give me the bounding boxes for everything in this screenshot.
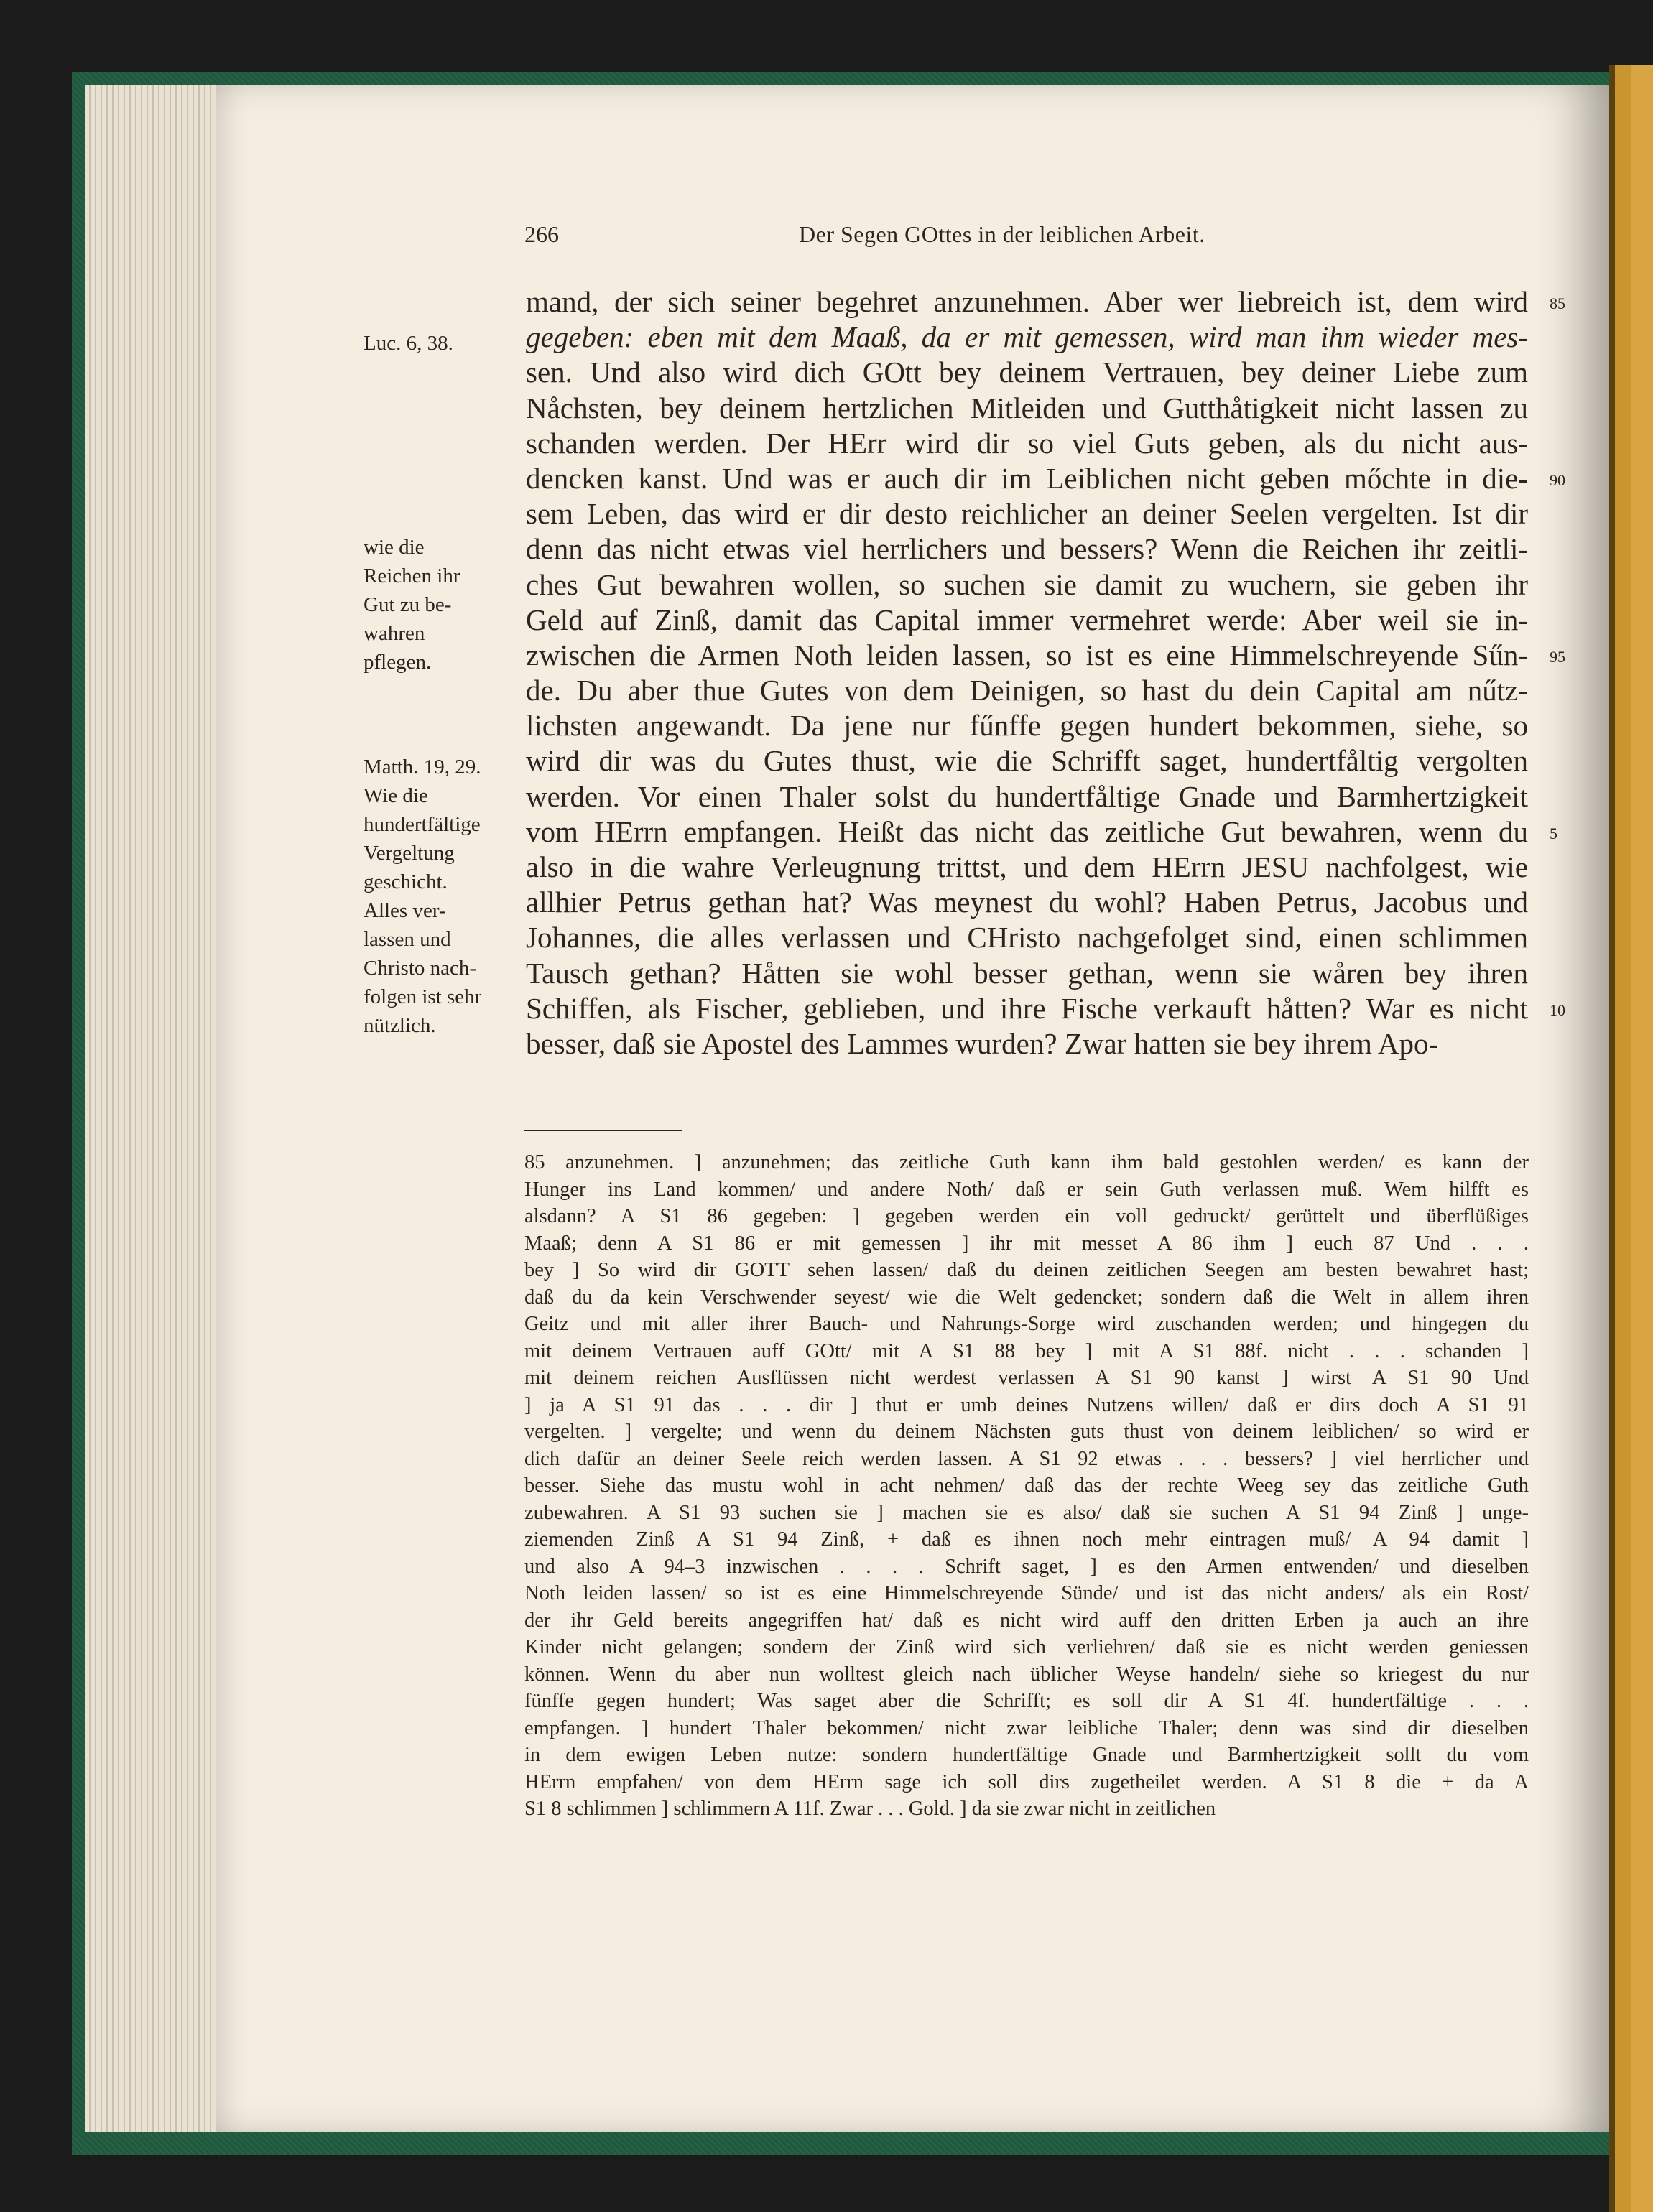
- facing-page-edge: [1609, 65, 1653, 2212]
- apparatus-line: Noth leiden lassen/ so ist es eine Himmelschreyende Sünde/ und ist das nicht anders/ als ein Rost/: [524, 1582, 1529, 1604]
- margin-note-line: pflegen.: [364, 651, 432, 674]
- apparatus-line: fünffe gegen hundert; Was saget aber die Schrifft; es soll dir A S1 4f. hundertfältige . . .: [524, 1690, 1529, 1712]
- running-head: Der Segen GOttes in der leiblichen Arbeit.: [799, 221, 1205, 247]
- apparatus-line: in dem ewigen Leben nutze: sondern hundertfältige Gnade und Barmhertzigkeit sollt du vom: [524, 1744, 1529, 1766]
- apparatus-line: Geitz und mit aller ihrer Bauch- und Nahrungs-Sorge wird zuschanden werden; und hingegen du: [524, 1313, 1529, 1335]
- margin-note-line: hundertfältige: [364, 813, 481, 836]
- text-line: denn das nicht etwas viel herrlichers und bessers? Wenn die Reichen ihr zeitli-: [526, 532, 1528, 566]
- text-line: also in die wahre Verleugnung trittst, und dem HErrn JESU nachfolgest, wie: [526, 850, 1528, 883]
- line-number: 10: [1550, 1001, 1565, 1019]
- apparatus-line: HErrn empfahen/ von dem HErrn sage ich soll dirs zugetheilet werden. A S1 8 die + da A: [524, 1770, 1529, 1793]
- apparatus-line: empfangen. ] hundert Thaler bekommen/ nicht zwar leibliche Thaler; denn was sind dir dieselben: [524, 1716, 1529, 1739]
- apparatus-line: daß du da kein Verschwender seyest/ wie die Welt gedencket; sondern daß die Welt in allem ihren: [524, 1286, 1529, 1309]
- margin-note-line: Vergeltung: [364, 842, 455, 865]
- footnote-rule: [524, 1130, 682, 1131]
- apparatus-line: alsdann? A S1 86 gegeben: ] gegeben werden ein voll gedruckt/ gerüttelt und überflüßiges: [524, 1205, 1529, 1227]
- text-line: wird dir was du Gutes thust, wie die Schrifft saget, hundertfåltig vergolten: [526, 744, 1528, 778]
- line-number: 95: [1550, 648, 1565, 666]
- text-line: sen. Und also wird dich GOtt bey deinem Vertrauen, bey deiner Liebe zum: [526, 356, 1528, 389]
- margin-note-line: Christo nach-: [364, 957, 477, 980]
- line-number: 5: [1550, 824, 1557, 842]
- margin-note-line: Gut zu be-: [364, 593, 452, 616]
- apparatus-line: Kinder nicht gelangen; sondern der Zinß wird sich verliehren/ daß sie es nicht werden geniessen: [524, 1636, 1529, 1658]
- apparatus-line: Hunger ins Land kommen/ und andere Noth/ daß er sein Guth verlassen muß. Wem hilfft es: [524, 1178, 1529, 1201]
- page-number: 266: [524, 221, 559, 247]
- margin-note-line: Luc. 6, 38.: [364, 332, 453, 355]
- text-line: Tausch gethan? Håtten sie wohl besser gethan, wenn sie wåren bey ihren: [526, 956, 1528, 990]
- apparatus-line: 85 anzunehmen. ] anzunehmen; das zeitliche Guth kann ihm bald gestohlen werden/ es kann der: [524, 1151, 1529, 1174]
- text-line: besser, daß sie Apostel des Lammes wurden? Zwar hatten sie bey ihrem Apo-: [526, 1026, 1439, 1060]
- text-line: schanden werden. Der HErr wird dir so viel Guts geben, als du nicht aus-: [526, 426, 1528, 460]
- text-line: ches Gut bewahren wollen, so suchen sie damit zu wuchern, sie geben ihr: [526, 567, 1528, 601]
- line-number: 90: [1550, 471, 1565, 489]
- text-line: Johannes, die alles verlassen und CHristo nachgefolget sind, einen schlimmen: [526, 921, 1528, 954]
- margin-note-reichen: [364, 533, 522, 677]
- apparatus-line: der ihr Geld bereits angegriffen hat/ daß es nicht wird auff den dritten Erben ja auch an ihre: [524, 1609, 1529, 1632]
- margin-note-line: folgen ist sehr: [364, 985, 482, 1008]
- margin-note-matth: [364, 753, 522, 1040]
- line-number: 85: [1550, 294, 1565, 312]
- apparatus-line: mit deinem reichen Ausflüssen nicht werdest verlassen A S1 90 kanst ] wirst A S1 90 Und: [524, 1367, 1529, 1389]
- apparatus-line: bey ] So wird dir GOTT sehen lassen/ daß du deinen zeitlichen Seegen am besten bewahret hast;: [524, 1259, 1529, 1281]
- apparatus-line: S1 8 schlimmen ] schlimmern A 11f. Zwar . . . Gold. ] da sie zwar nicht in zeitlichen: [524, 1798, 1216, 1820]
- margin-note-line: Wie die: [364, 784, 428, 807]
- margin-note-line: Alles ver-: [364, 899, 446, 922]
- main-text: [526, 284, 1528, 1061]
- text-line: lichsten angewandt. Da jene nur fűnffe gegen hundert bekommen, siehe, so: [526, 709, 1528, 743]
- margin-note-line: wie die: [364, 536, 425, 559]
- text-line: mand, der sich seiner begehret anzunehmen. Aber wer liebreich ist, dem wird: [526, 285, 1528, 318]
- apparatus-line: ] ja A S1 91 das . . . dir ] thut er umb deines Nutzens willen/ daß er dirs doch A S1 91: [524, 1393, 1529, 1416]
- margin-note-line: geschicht.: [364, 870, 448, 893]
- critical-apparatus: [524, 1149, 1529, 1823]
- apparatus-line: Maaß; denn A S1 86 er mit gemessen ] ihr mit messet A 86 ihm ] euch 87 Und . . .: [524, 1232, 1529, 1255]
- apparatus-line: können. Wenn du aber nun wolltest gleich nach üblicher Weyse handeln/ siehe so kriegest du nur: [524, 1663, 1529, 1686]
- text-line: Nåchsten, bey deinem hertzlichen Mitleiden und Gutthåtigkeit nicht lassen zu: [526, 391, 1528, 424]
- apparatus-line: mit deinem Vertrauen auff GOtt/ mit A S1 88 bey ] mit A S1 88f. nicht . . . schanden ]: [524, 1339, 1529, 1362]
- text-line: sem Leben, das wird er dir desto reichlicher an deiner Seelen vergelten. Ist dir: [526, 497, 1528, 531]
- margin-note-line: nützlich.: [364, 1014, 436, 1037]
- margin-note-line: Reichen ihr: [364, 564, 460, 587]
- apparatus-line: und also A 94–3 inzwischen . . . . Schrift saget, ] es den Armen entwenden/ und dieselben: [524, 1555, 1529, 1578]
- text-line: Geld auf Zinß, damit das Capital immer vermehret werde: Aber weil sie in-: [526, 603, 1528, 636]
- apparatus-line: ziemenden Zinß A S1 94 Zinß, + daß es ihnen noch mehr eintragen muß/ A 94 damit ]: [524, 1528, 1529, 1551]
- margin-note-luc: [364, 329, 522, 358]
- text-line: allhier Petrus gethan hat? Was meynest du wohl? Haben Petrus, Jacobus und: [526, 886, 1528, 919]
- text-line: de. Du aber thue Gutes von dem Deinigen, so hast du dein Capital am nűtz-: [526, 674, 1528, 707]
- text-line: werden. Vor einen Thaler solst du hundertfåltige Gnade und Barmhertzigkeit: [526, 779, 1528, 813]
- apparatus-line: zubewahren. A S1 93 suchen sie ] machen sie es also/ daß sie suchen A S1 94 Zinß ] unge-: [524, 1501, 1529, 1524]
- text-line: gegeben: eben mit dem Maaß, da er mit gemessen, wird man ihm wieder mes-: [526, 320, 1528, 354]
- margin-note-line: lassen und: [364, 928, 451, 951]
- apparatus-line: besser. Siehe das mustu wohl in acht nehmen/ daß das der rechte Weeg sey das zeitliche Guth: [524, 1474, 1529, 1497]
- margin-note-line: Matth. 19, 29.: [364, 756, 481, 779]
- margin-note-line: wahren: [364, 622, 425, 645]
- text-line: zwischen die Armen Noth leiden lassen, so ist es eine Himmelschreyende Sűn-: [526, 638, 1528, 672]
- text-line: vom HErrn empfangen. Heißt das nicht das zeitliche Gut bewahren, wenn du: [526, 814, 1528, 848]
- text-line: Schiffen, als Fischer, geblieben, und ihre Fische verkauft håtten? War es nicht: [526, 991, 1528, 1025]
- apparatus-line: vergelten. ] vergelte; und wenn du deinem Nächsten guts thust von deinem leiblichen/ so wird er: [524, 1421, 1529, 1443]
- text-line: dencken kanst. Und was er auch dir im Leiblichen nicht geben mőchte in die-: [526, 461, 1528, 495]
- apparatus-line: dich dafür an deiner Seele reich werden lassen. A S1 92 etwas . . . bessers? ] viel herrlicher und: [524, 1447, 1529, 1470]
